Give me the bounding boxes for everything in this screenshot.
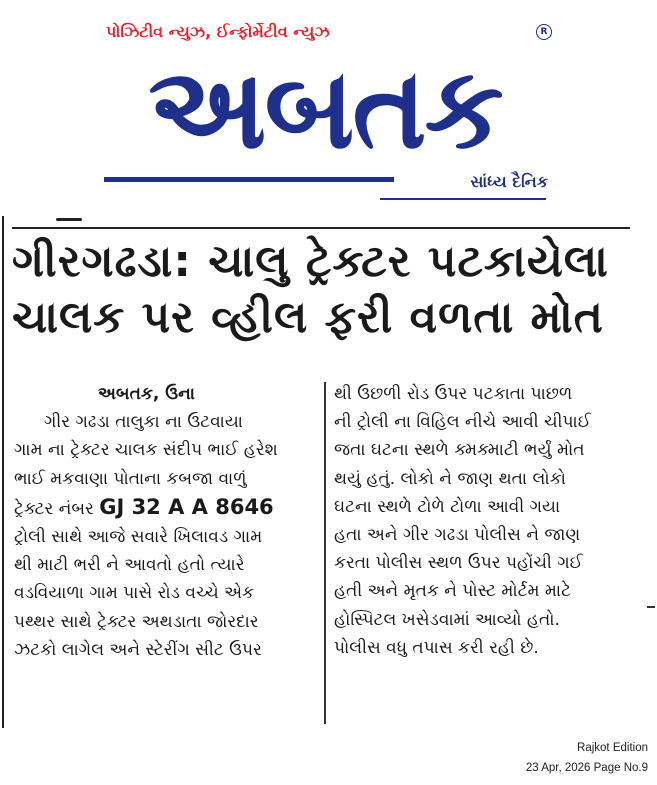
paragraph-line: વડવિયાળા ગામ પાસે રોડ વચ્ચે એક [14, 583, 255, 604]
headline-line-2: ચાલક પર વ્હીલ ફરી વળતા મોત [12, 292, 604, 343]
paragraph-line: ટ્રોલી સાથે આજે સવારે ખિલાવડ ગામ [14, 527, 263, 548]
footer-date-page: 23 Apr, 2026 Page No.9 [525, 762, 648, 774]
masthead-tagline: પોઝિટીવ ન્યુઝ, ઈન્ફોર્મેટીવ ન્યુઝ [106, 22, 330, 41]
paragraph-line: થી માટી ભરી ને આવતો હતો ત્યારે [14, 555, 245, 576]
article-headline [12, 234, 632, 346]
margin-mark [647, 606, 655, 608]
paragraph-line: ગીર ગઢડા તાલુકા ના ઉટવાયા [44, 412, 243, 433]
paragraph-line: ઝટકો લાગેલ અને સ્ટેરીંગ સીટ ઉપર [14, 639, 262, 660]
paragraph-line: ગામ ના ટ્રેક્ટર ચાલક સંદીપ ભાઈ હરેશ [14, 440, 278, 461]
paragraph-line: ની ટ્રોલી ના વિહિલ નીચે આવી ચીપાઈ [334, 412, 591, 433]
paragraph-line [14, 493, 316, 523]
paragraph-line: થયું હતું. લોકો ને જાણ થતા લોકો [334, 468, 566, 489]
paragraph-text: ટ્રેક્ટર નંબર [14, 498, 94, 519]
article-byline: અબતક, ઉના [98, 384, 195, 404]
edition-type-label: સાંધ્ય દૈનિક [470, 172, 548, 191]
paragraph-line: પોલીસ વધુ તપાસ કરી રહી છે. [334, 637, 539, 658]
paragraph-line: થી ઉછળી રોડ ઉપર પટકાતા પાછળ [334, 384, 573, 404]
paragraph-line: હતા અને ગીર ગઢડા પોલીસ ને જાણ [334, 525, 581, 546]
column-divider [324, 382, 326, 724]
masthead-rule [104, 177, 394, 182]
registered-mark-icon: R [536, 24, 552, 40]
paragraph-line: હતી અને મૃતક ને પોસ્ટ મોર્ટમ માટે [334, 581, 571, 602]
article-column-right [334, 380, 634, 662]
article-top-rule [12, 227, 630, 229]
clipping-mark [56, 210, 82, 224]
paragraph-line: કરતા પોલીસ સ્થળ ઉપર પહોંચી ગઈ [334, 553, 583, 574]
vehicle-number: GJ 32 A A 8646 [99, 494, 274, 519]
paragraph-line: ભાઈ મકવાણા પોતાના કબજા વાળું [14, 468, 247, 489]
footer-edition: Rajkot Edition [577, 742, 648, 754]
headline-line-1: ગીરગઢડા: ચાલુ ટ્રેક્ટર પટકાયેલા [12, 236, 609, 287]
masthead-underline [380, 198, 546, 200]
article-column-left [14, 380, 316, 664]
paragraph-line: હોસ્પિટલ ખસેડવામાં આવ્યો હતો. [334, 609, 560, 630]
page-left-border [2, 216, 4, 728]
paragraph-line: પથ્થર સાથે ટ્રેક્ટર અથડાતા જોરદાર [14, 611, 259, 632]
paragraph-line: ઘટના સ્થળે ટોળે ટોળા આવી ગયા [334, 496, 561, 517]
newspaper-logo: અબતક [148, 44, 502, 174]
paragraph-line: જતા ઘટના સ્થળે ક્મક્માટી ભર્યું મોત [334, 440, 585, 461]
masthead [0, 0, 657, 205]
